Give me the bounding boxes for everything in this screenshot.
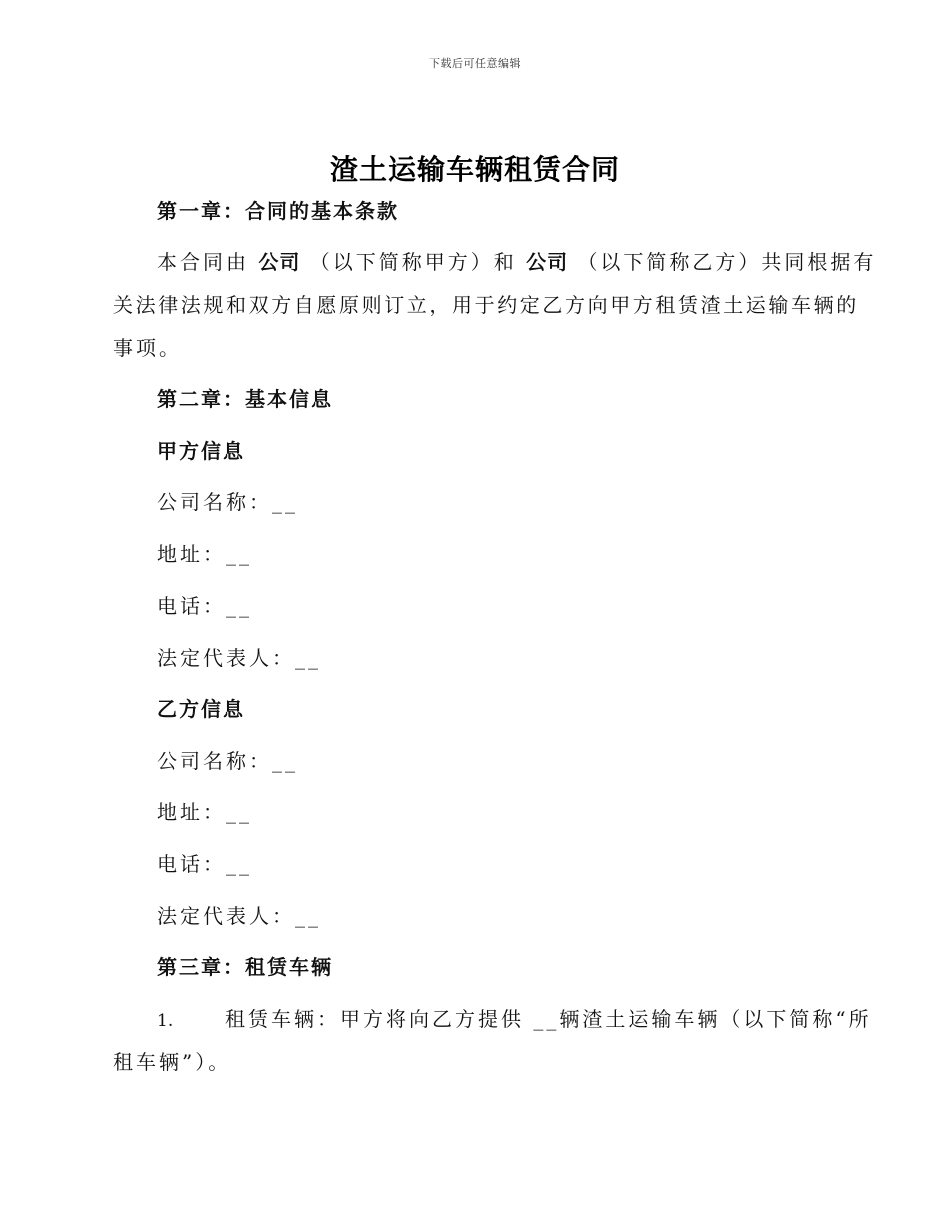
- party-b-phone-field: 电话：__: [157, 852, 252, 876]
- paragraph-text: （以下简称甲方）和: [309, 250, 517, 274]
- party-a-company-field: 公司名称：__: [157, 490, 298, 514]
- party-a-representative-field: 法定代表人：__: [157, 646, 321, 670]
- party-b-address-field: 地址：__: [157, 800, 252, 824]
- chapter1-heading: 第一章：合同的基本条款: [157, 199, 399, 223]
- party-b-representative-field: 法定代表人：__: [157, 904, 321, 928]
- party-b-info-heading: 乙方信息: [157, 697, 245, 721]
- chapter1-paragraph-line2: 关法律法规和双方自愿原则订立，用于约定乙方向甲方租赁渣土运输车辆的: [113, 293, 859, 317]
- paragraph-text: （以下简称乙方）共同根据有: [577, 250, 877, 274]
- list-item-text: 租赁车辆：甲方将向乙方提供 __辆渣土运输车辆（以下简称“所: [225, 1007, 872, 1031]
- party-a-info-heading: 甲方信息: [157, 439, 245, 463]
- party-b-name: 公司: [526, 250, 569, 274]
- chapter2-heading: 第二章：基本信息: [157, 387, 333, 411]
- party-a-phone-field: 电话：__: [157, 594, 252, 618]
- header-note: 下载后可任意编辑: [429, 57, 521, 70]
- chapter1-paragraph-line1: [157, 248, 876, 276]
- chapter1-paragraph-line3: 事项。: [113, 336, 182, 360]
- chapter3-item1-line2: 租车辆”）。: [113, 1050, 232, 1074]
- document-title: 渣土运输车辆租赁合同: [329, 153, 620, 186]
- list-item-number: 1.: [157, 1011, 174, 1031]
- paragraph-text: 本合同由: [157, 250, 249, 274]
- party-b-company-field: 公司名称：__: [157, 749, 298, 773]
- party-a-address-field: 地址：__: [157, 542, 252, 566]
- party-a-name: 公司: [258, 250, 301, 274]
- chapter3-heading: 第三章：租赁车辆: [157, 955, 333, 979]
- chapter3-item1-line1: [157, 1005, 872, 1035]
